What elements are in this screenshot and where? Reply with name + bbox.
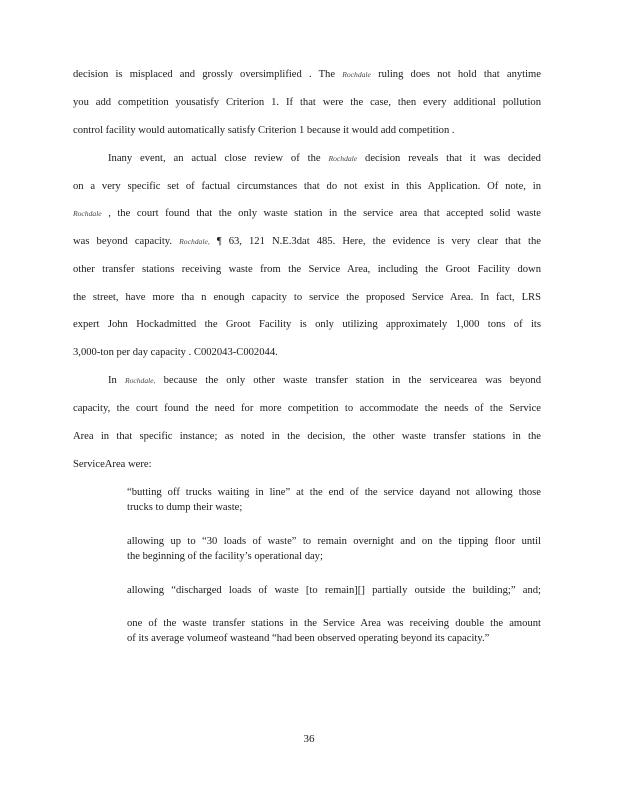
paragraph-2-line-3 <box>73 207 541 221</box>
bullet-marker <box>108 486 118 500</box>
bullet-4-line-2: of its average volumeof wasteand “had been observed operating beyond its capacity.” <box>127 633 490 644</box>
text-run: In <box>108 375 117 386</box>
paragraph-1-line-2: you add competition yousatisfy Criterion 1. If that were the case, then every additional pollution <box>73 97 541 108</box>
bullet-2-line-1: allowing up to “30 loads of waste” to remain overnight and on the tipping floor until <box>127 536 541 547</box>
bullet-2-line-2: the beginning of the facility’s operational day; <box>127 551 323 562</box>
bullet-1-line-2: trucks to dump their waste; <box>127 502 243 513</box>
case-citation: Rochdale, <box>179 237 210 246</box>
paragraph-1-line-3: control facility would automatically satisfy Criterion 1 because it would add competition . <box>73 125 455 136</box>
bullet-marker <box>108 535 118 549</box>
paragraph-2-line-1 <box>108 152 541 166</box>
text-run: was beyond capacity. <box>73 236 173 247</box>
paragraph-2-line-6: the street, have more tha n enough capacity to service the proposed Service Area. In fact, LRS <box>73 292 541 303</box>
text-run: , the court found that the only waste station in the service area that accepted solid waste <box>108 208 541 219</box>
paragraph-2-line-7: expert John Hockadmitted the Groot Facility is only utilizing approximately 1,000 tons of its <box>73 319 541 330</box>
paragraph-3-line-3: Area in that specific instance; as noted in the decision, the other waste transfer stations in the <box>73 431 541 442</box>
bullet-marker <box>108 617 118 631</box>
paragraph-2-line-5: other transfer stations receiving waste from the Service Area, including the Groot Facility down <box>73 264 541 275</box>
bullet-marker <box>108 584 118 598</box>
page-number: 36 <box>303 733 315 745</box>
bullet-1-line-1: “butting off trucks waiting in line” at the end of the service dayand not allowing those <box>127 487 541 498</box>
case-citation: Rochdale <box>342 70 371 79</box>
paragraph-2-line-2: on a very specific set of factual circumstances that do not exist in this Application. Of note, in <box>73 181 541 192</box>
bullet-4-line-1: one of the waste transfer stations in the Service Area was receiving double the amount <box>127 618 541 629</box>
case-citation: Rochdale <box>328 154 358 163</box>
paragraph-1-line-1 <box>73 68 541 82</box>
paragraph-2-line-8: 3,000-ton per day capacity . C002043-C002044. <box>73 347 278 358</box>
paragraph-3-line-4: ServiceArea were: <box>73 459 152 470</box>
text-run: decision is misplaced and grossly oversimplified . The <box>73 69 336 80</box>
bullet-3-line-1: allowing “discharged loads of waste [to remain][] partially outside the building;” and; <box>127 585 541 596</box>
case-citation: Rochdale, <box>124 376 156 385</box>
text-run: Inany event, an actual close review of the <box>108 153 321 164</box>
paragraph-2-line-4 <box>73 235 541 249</box>
paragraph-3-line-1 <box>108 374 541 388</box>
paragraph-3-line-2: capacity, the court found the need for more competition to accommodate the needs of the Service <box>73 403 541 414</box>
case-citation: Rochdale <box>73 209 102 218</box>
text-run: decision reveals that it was decided <box>365 153 541 164</box>
text-run: because the only other waste transfer station in the servicearea was beyond <box>163 375 541 386</box>
text-run: ruling does not hold that anytime <box>378 69 541 80</box>
text-run: ¶ 63, 121 N.E.3dat 485. Here, the evidence is very clear that the <box>216 236 541 247</box>
